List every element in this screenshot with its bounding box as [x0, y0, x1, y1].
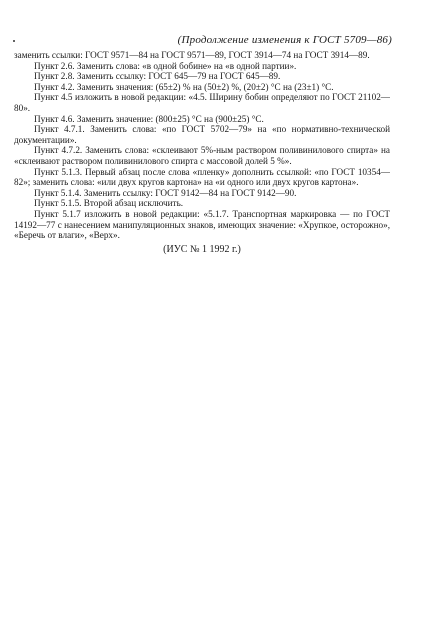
page-header: (Продолжение изменения к ГОСТ 5709—86)	[177, 34, 392, 46]
paragraph-item-5-1-5: Пункт 5.1.5. Второй абзац исключить.	[34, 198, 184, 209]
paragraph-item-2-6: Пункт 2.6. Заменить слова: «в одной бобине» на «в одной партии».	[34, 60, 297, 71]
document-body	[14, 50, 390, 255]
paragraph-item-4-6: Пункт 4.6. Заменить значение: (800±25) °С на (900±25) °С.	[34, 113, 264, 124]
paragraph-item-5-1-3: Пункт 5.1.3. Первый абзац после слова «пленку» дополнить ссылкой: «по ГОСТ 10354—82»; заменить слова: «или двух кругов картона» на «и одного или двух кругов картона».	[14, 166, 390, 188]
paragraph-item-5-1-4: Пункт 5.1.4. Заменить ссылку: ГОСТ 9142—84 на ГОСТ 9142—90.	[34, 187, 297, 198]
paragraph-item-4-2: Пункт 4.2. Заменить значения: (65±2) % на (50±2) %, (20±2) °С на (23±1) °С.	[34, 81, 334, 92]
paragraph-item-4-7-1: Пункт 4.7.1. Заменить слова: «по ГОСТ 5702—79» на «по нормативно-технической документации».	[14, 124, 390, 145]
paragraph-item-4-7-2: Пункт 4.7.2. Заменить слова: «склеивают 5%-ным раствором поливинилового спирта» на «склеивают раствором поливинилового спирта с массовой долей 5 %».	[14, 145, 390, 166]
paragraph-item-2-8: Пункт 2.8. Заменить ссылку: ГОСТ 645—79 на ГОСТ 645—89.	[34, 71, 281, 82]
paragraph-continuation: заменить ссылки: ГОСТ 9571—84 на ГОСТ 9571—89, ГОСТ 3914—74 на ГОСТ 3914—89.	[14, 50, 370, 60]
source-reference: (ИУС № 1 1992 г.)	[163, 243, 241, 255]
paragraph-item-4-5: Пункт 4.5 изложить в новой редакции: «4.5. Ширину бобин определяют по ГОСТ 21102—80».	[14, 92, 390, 113]
paragraph-item-5-1-7: Пункт 5.1.7 изложить в новой редакции: «5.1.7. Транспортная маркировка — по ГОСТ 14192—77 с нанесением манипуляционных знаков, имеющих значение: «Хрупкое, осторожно», «Беречь от влаги», «Верх».	[14, 208, 390, 241]
